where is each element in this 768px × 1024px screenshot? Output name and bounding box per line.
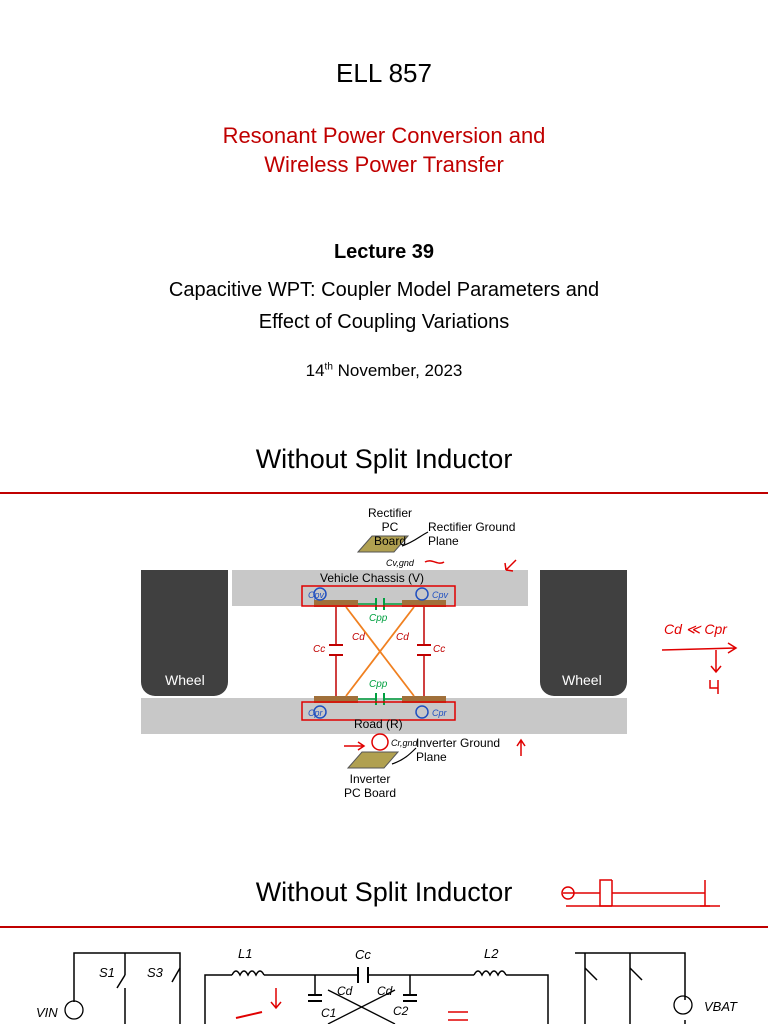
rectifier-board-label: Rectifier PC Board xyxy=(367,506,412,548)
date-rest: November, 2023 xyxy=(332,361,463,380)
inverter-board-label: Inverter PC Board xyxy=(343,772,397,800)
ink-arrow-s3b xyxy=(236,1012,262,1018)
course-title-line2: Wireless Power Transfer xyxy=(264,152,504,177)
cc-circuit-label: Cc xyxy=(355,947,371,962)
ink-note-text: Cd ≪ Cpr xyxy=(664,621,727,637)
lecture-subtitle-line1: Capacitive WPT: Coupler Model Parameters and xyxy=(168,279,600,301)
cpp-top-label: Cpp xyxy=(369,613,388,624)
c2-label: C2 xyxy=(393,1004,409,1018)
cr-gnd-label: Cr,gnd xyxy=(391,738,418,748)
ink-arrow-left xyxy=(344,742,364,750)
cpv-right-cap xyxy=(416,588,428,600)
slide2-heading: Without Split Inductor xyxy=(255,444,513,474)
cd-circuit-left-label: Cd xyxy=(337,984,353,998)
l1-label: L1 xyxy=(238,946,253,961)
ink-scribble-cvgnd xyxy=(425,561,444,563)
vehicle-chassis-label: Vehicle Chassis (V) xyxy=(320,571,425,585)
rect-switch-2 xyxy=(630,968,642,980)
date-day: 14 xyxy=(305,361,325,380)
vin-label: VIN xyxy=(36,1005,58,1020)
cc-left-label: Cc xyxy=(313,644,326,655)
l2-label: L2 xyxy=(484,946,499,961)
inverter-ground-label: Inverter Ground Plane xyxy=(416,736,501,764)
rect-switch-1 xyxy=(585,968,597,980)
inductor-l2 xyxy=(474,971,506,975)
road-label: Road (R) xyxy=(354,717,403,731)
inductor-l1 xyxy=(232,971,264,975)
ink-note-c1 xyxy=(710,680,718,694)
ink-note-arrow-right xyxy=(662,643,736,653)
ink-arrow-up xyxy=(517,740,525,756)
cpr-right-cap xyxy=(416,706,428,718)
cpr-right-label: Cpr xyxy=(432,708,447,718)
c1-label: C1 xyxy=(321,1006,337,1020)
course-title-line1: Resonant Power Conversion and xyxy=(222,123,546,148)
date-suffix: th xyxy=(324,361,333,373)
inverter-board-shape xyxy=(348,752,398,768)
vbat-source-symbol xyxy=(674,996,692,1014)
wheel-left-label: Wheel xyxy=(165,672,205,688)
cpv-left-label: Cpv xyxy=(308,590,325,600)
course-code: ELL 857 xyxy=(336,58,432,88)
rectifier-ground-label: Rectifier Ground Plane xyxy=(428,520,516,548)
ink-circle-crgnd xyxy=(372,734,388,750)
ink-arrow-s3 xyxy=(271,988,281,1008)
lecture-subtitle-line2: Effect of Coupling Variations xyxy=(258,311,510,333)
cpv-right-label: Cpv xyxy=(432,590,449,600)
cpp-bottom-label: Cpp xyxy=(369,679,388,690)
switch-s3-blade xyxy=(172,968,180,982)
vin-source-symbol xyxy=(65,1001,83,1019)
ink-note-arrow-down xyxy=(711,650,721,672)
cd-right-label: Cd xyxy=(396,632,409,643)
ink-arrow-diag xyxy=(505,560,516,571)
wheel-right-label: Wheel xyxy=(562,672,602,688)
s3-label: S3 xyxy=(147,965,163,980)
inverter-ground-pointer xyxy=(392,748,416,764)
cc-right-label: Cc xyxy=(433,644,446,655)
slide3-heading: Without Split Inductor xyxy=(255,877,513,907)
cd-circuit-right-label: Cd xyxy=(377,984,393,998)
cv-gnd-label: Cv,gnd xyxy=(386,558,414,568)
ink-arrows-s3c xyxy=(448,1012,468,1020)
lecture-number: Lecture 39 xyxy=(333,241,435,263)
vbat-label: VBAT xyxy=(704,999,737,1014)
cpr-left-label: Cpr xyxy=(308,708,323,718)
cd-left-label: Cd xyxy=(352,632,365,643)
inverter-bus xyxy=(74,953,180,1024)
s1-label: S1 xyxy=(99,965,115,980)
switch-s1-blade xyxy=(117,975,125,988)
